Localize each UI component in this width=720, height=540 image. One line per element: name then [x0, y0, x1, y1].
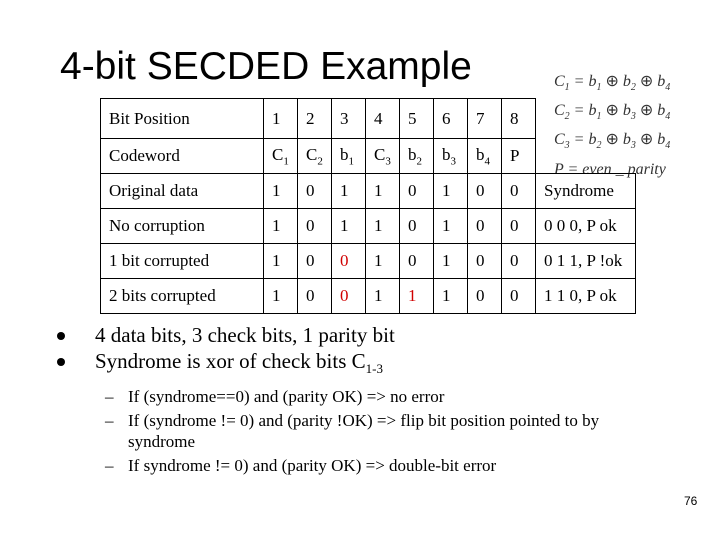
- bit-position-cell: 6: [434, 99, 468, 139]
- formula-line-1: $C_1 = b_1$ ⊕ $b_2$ ⊕ $b_4$: [554, 73, 671, 94]
- bit-cell: 1: [434, 279, 468, 314]
- bit-position-cell: 8: [502, 99, 536, 139]
- bit-position-cell: 7: [468, 99, 502, 139]
- xor-symbol: ⊕: [635, 131, 658, 149]
- codeword-cell: $b_1$: [332, 139, 366, 174]
- bit-cell: 0: [502, 209, 536, 244]
- dash-icon: –: [105, 456, 114, 475]
- bit-cell: 1: [400, 279, 434, 314]
- syndrome-cell: 1 1 0, P ok: [536, 279, 636, 314]
- header-label: Bit Position: [101, 99, 264, 139]
- sub-bullet-item: – If (syndrome != 0) and (parity !OK) => flip bit position pointed to by syndrome: [105, 411, 600, 451]
- syndrome-cell: 0 1 1, P !ok: [536, 244, 636, 279]
- bit-cell: 0: [298, 244, 332, 279]
- table-row: [101, 244, 636, 279]
- codeword-row: [101, 139, 636, 174]
- codeword-cell: $b_4$: [468, 139, 502, 174]
- bullet-dot-icon: [57, 332, 65, 340]
- bit-cell: 0: [468, 244, 502, 279]
- codeword-cell: $C_2$: [298, 139, 332, 174]
- bit-cell: 0: [502, 244, 536, 279]
- slide-title: 4-bit SECDED Example: [60, 45, 472, 88]
- bit-cell: 0: [468, 279, 502, 314]
- bit-cell: 0: [400, 244, 434, 279]
- bit-cell: 1: [264, 209, 298, 244]
- codeword-cell: $b_2$: [400, 139, 434, 174]
- table-row: [101, 279, 636, 314]
- syndrome-cell: 0 0 0, P ok: [536, 209, 636, 244]
- bit-cell: 1: [366, 209, 400, 244]
- bit-position-cell: 4: [366, 99, 400, 139]
- codeword-cell: P: [502, 139, 536, 174]
- parity-formula: P = even _ parity: [554, 160, 666, 178]
- bit-cell: 1: [264, 244, 298, 279]
- row-label: No corruption: [101, 209, 264, 244]
- bit-cell: 0: [298, 209, 332, 244]
- bit-cell: 0: [400, 174, 434, 209]
- table-header-row: [101, 99, 636, 139]
- xor-symbol: ⊕: [635, 73, 658, 90]
- table-row: [101, 174, 636, 209]
- bullet-list: [57, 322, 395, 382]
- formula-line-3: $C_3 = b_2$ ⊕ $b_3$ ⊕ $b_4$: [554, 131, 671, 152]
- bit-cell: 0: [298, 174, 332, 209]
- row-label: Original data: [101, 174, 264, 209]
- dash-icon: –: [105, 411, 114, 430]
- xor-symbol: ⊕: [635, 102, 658, 120]
- bit-cell: 1: [264, 279, 298, 314]
- syndrome-cell: Syndrome: [536, 174, 636, 209]
- bit-position-cell: 5: [400, 99, 434, 139]
- codeword-cell: $C_1$: [264, 139, 298, 174]
- sub-bullet-list: [105, 386, 665, 479]
- xor-symbol: ⊕: [601, 73, 623, 90]
- codeword-cell: $b_3$: [434, 139, 468, 174]
- table-row: [101, 209, 636, 244]
- bit-position-cell: 2: [298, 99, 332, 139]
- bit-cell: 1: [434, 174, 468, 209]
- secded-table: [100, 98, 636, 314]
- codeword-label: Codeword: [101, 139, 264, 174]
- row-label: 1 bit corrupted: [101, 244, 264, 279]
- bit-cell: 0: [468, 174, 502, 209]
- bit-cell: 1: [332, 209, 366, 244]
- bullet-item: Syndrome is xor of check bits $C_{1-3}$: [57, 348, 395, 382]
- formula-line-2: $C_2 = b_1$ ⊕ $b_3$ ⊕ $b_4$: [554, 102, 671, 123]
- page-number: 76: [684, 494, 698, 508]
- xor-symbol: ⊕: [601, 102, 623, 120]
- empty-cell: [536, 99, 636, 139]
- bit-cell: 0: [332, 244, 366, 279]
- sub-bullet-item: – If (syndrome==0) and (parity OK) => no error: [105, 387, 445, 406]
- xor-symbol: ⊕: [601, 131, 623, 149]
- bit-cell: 1: [366, 244, 400, 279]
- bit-cell: 1: [332, 174, 366, 209]
- bit-position-cell: 3: [332, 99, 366, 139]
- bit-cell: 1: [434, 244, 468, 279]
- row-label: 2 bits corrupted: [101, 279, 264, 314]
- bit-cell: 1: [366, 174, 400, 209]
- bit-cell: 0: [400, 209, 434, 244]
- sub-bullet-item: – If syndrome != 0) and (parity OK) => double-bit error: [105, 456, 497, 475]
- bit-cell: 1: [434, 209, 468, 244]
- bit-cell: 0: [298, 279, 332, 314]
- bullet-dot-icon: [57, 358, 65, 366]
- bit-cell: 0: [332, 279, 366, 314]
- bit-cell: 0: [468, 209, 502, 244]
- bit-cell: 0: [502, 279, 536, 314]
- bit-cell: 0: [502, 174, 536, 209]
- bit-cell: 1: [264, 174, 298, 209]
- bit-position-cell: 1: [264, 99, 298, 139]
- bit-cell: 1: [366, 279, 400, 314]
- codeword-cell: $C_3$: [366, 139, 400, 174]
- empty-cell: [536, 139, 636, 174]
- bullet-item: 4 data bits, 3 check bits, 1 parity bit: [57, 322, 395, 348]
- dash-icon: –: [105, 387, 114, 406]
